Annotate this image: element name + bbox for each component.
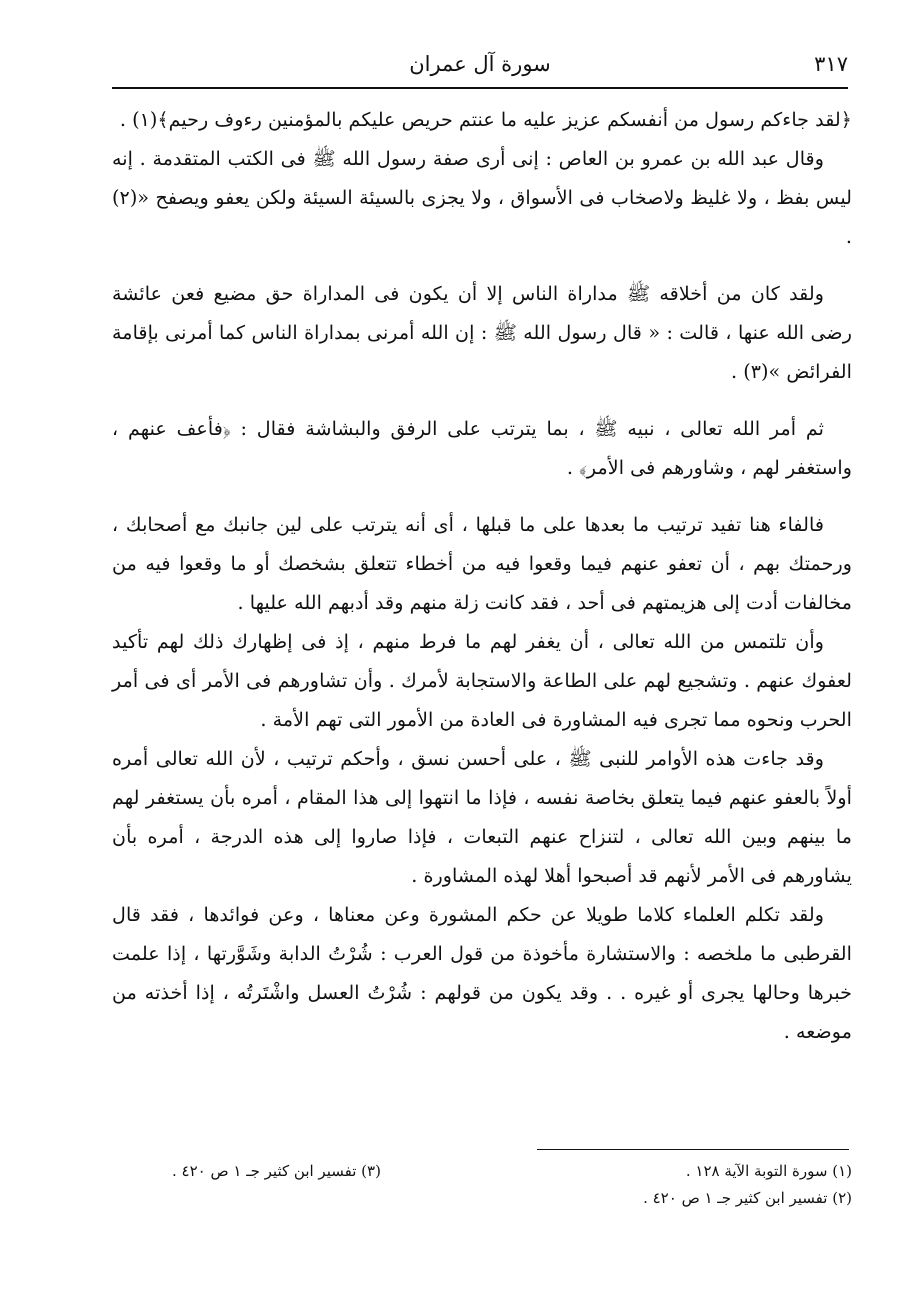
footnote-2: (٢) تفسير ابن كثير جـ ١ ص ٤٢٠ .: [643, 1189, 852, 1207]
footnote-row: [112, 1185, 852, 1212]
page-header: [112, 46, 848, 86]
footnote-3: (٣) تفسير ابن كثير جـ ١ ص ٤٢٠ .: [172, 1162, 381, 1180]
paragraph-abdullah-narration: وقال عبد الله بن عمرو بن العاص : إنى أرى صفة رسول الله ﷺ فى الكتب المتقدمة . إنه ليس بفظ ، ولا غليظ ولاصخاب فى الأسواق ، ولا يجزى بالسيئة السيئة ولكن يعفو ويصفح «(٢) .: [112, 147, 852, 248]
paragraph-quran-verse: ﴿لقد جاءكم رسول من أنفسكم عزيز عليه ما عنتم حريص عليكم بالمؤمنين رءوف رحيم﴾(١) .: [119, 108, 852, 131]
footnote-row: [112, 1158, 852, 1185]
footnote-1: (١) سورة التوبة الآية ١٢٨ .: [685, 1162, 852, 1180]
main-text: [112, 100, 852, 1051]
paragraph-command: ثم أمر الله تعالى ، نبيه ﷺ ، بما يترتب على الرفق والبشاشة فقال : ﴿فأعف عنهم ، واستغفر لهم ، وشاورهم فى الأمر﴾ .: [112, 417, 852, 479]
header-rule: [112, 87, 848, 89]
paragraph-istighfar: وأن تلتمس من الله تعالى ، أن يغفر لهم ما فرط منهم ، إذ فى إظهارك ذلك لهم تأكيد لعفوك عنهم . وتشجيع لهم على الطاعة والاستجابة لأمرك . وأن تشاورهم فى الأمر أى فى أمر الحرب ونحوه مما تجرى فيه المشاورة فى العادة من الأمور التى تهم الأمة .: [112, 630, 852, 731]
running-title: سورة آل عمران: [409, 52, 551, 76]
footnotes: [112, 1158, 852, 1212]
paragraph-order: وقد جاءت هذه الأوامر للنبى ﷺ ، على أحسن نسق ، وأحكم ترتيب ، لأن الله تعالى أمره أولاً بالعفو عنهم فيما يتعلق بخاصة نفسه ، فإذا ما انتهوا إلى هذا المقام ، أمره بأن يستغفر لهم ما بينهم وبين الله تعالى ، لتنزاح عنهم التبعات ، فإذا صاروا إلى هذه الدرجة ، أمره بأن يشاورهم فى الأمر لأنهم قد أصبحوا أهلا لهذه المشاورة .: [112, 747, 852, 887]
footnote-rule: [537, 1149, 849, 1150]
paragraph-mudarat: ولقد كان من أخلاقه ﷺ مداراة الناس إلا أن يكون فى المداراة حق مضيع فعن عائشة رضى الله عنها ، قالت : « قال رسول الله ﷺ : إن الله أمرنى بمداراة الناس كما أمرنى بإقامة الفرائض »(٣) .: [112, 282, 852, 383]
page-number: ٣١٧: [814, 52, 848, 76]
paragraph-shura: ولقد تكلم العلماء كلاما طويلا عن حكم المشورة وعن معناها ، وعن فوائدها ، فقد قال القرطبى ما ملخصه : والاستشارة مأخوذة من قول العرب : شُرْتُ الدابة وشَوَّرتها ، إذا علمت خبرها وحالها يجرى أو غيره . . وقد يكون من قولهم : شُرْتُ العسل واشْتَرتُه ، إذا أخذته من موضعه .: [112, 903, 852, 1043]
paragraph-fa-meaning: فالفاء هنا تفيد ترتيب ما بعدها على ما قبلها ، أى أنه يترتب على لين جانبك مع أصحابك ، ورحمتك بهم ، أن تعفو عنهم فيما وقعوا فيه من أخطاء تتعلق بشخصك أو ما وقعوا فيه من مخالفات أدت إلى هزيمتهم فى أحد ، فقد كانت زلة منهم وقد أدبهم الله عليها .: [112, 513, 852, 614]
